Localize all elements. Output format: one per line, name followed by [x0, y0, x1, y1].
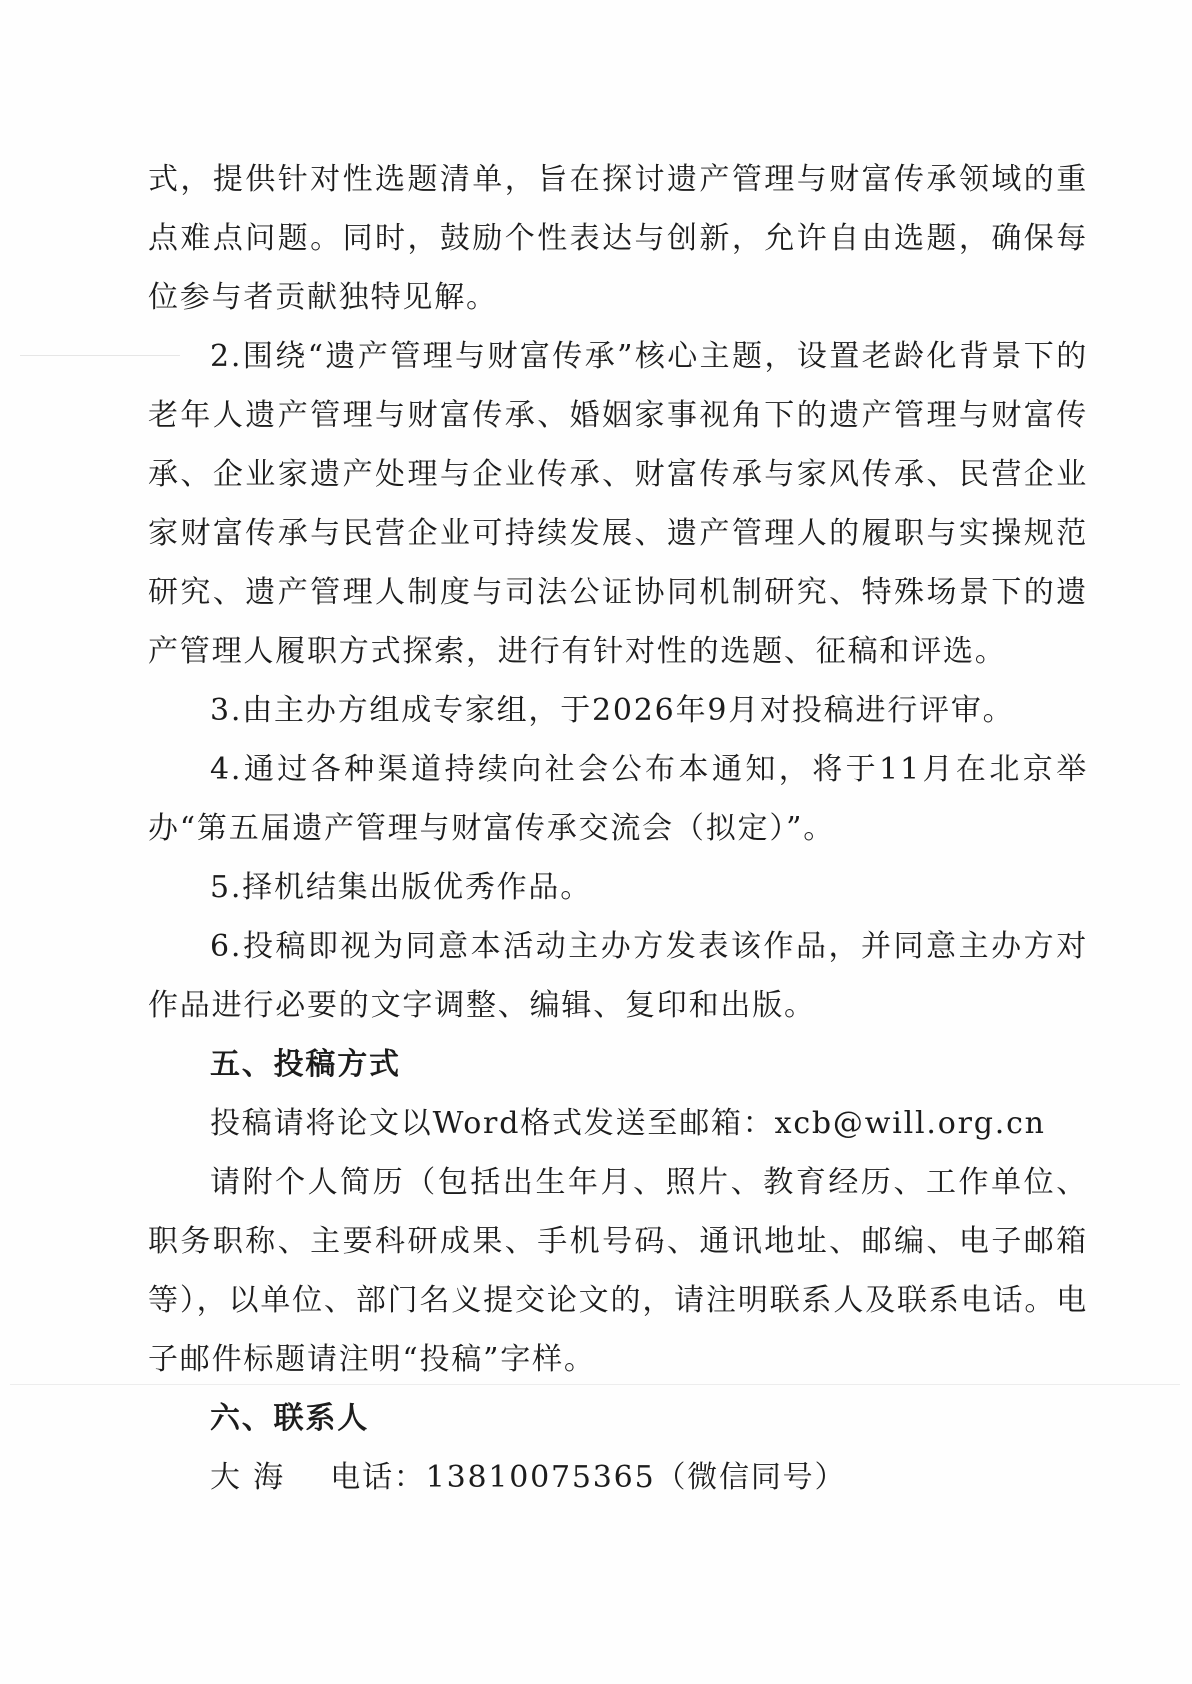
paragraph-item-6: 6.投稿即视为同意本活动主办方发表该作品，并同意主办方对作品进行必要的文字调整、编辑、复印和出版。: [148, 929, 1088, 1023]
paragraph-item-3: 3.由主办方组成专家组，于2026年9月对投稿进行评审。: [210, 693, 1015, 728]
paragraph-item-2: 2.围绕“遗产管理与财富传承”核心主题，设置老龄化背景下的老年人遗产管理与财富传承、婚姻家事视角下的遗产管理与财富传承、企业家遗产处理与企业传承、财富传承与家风传承、民营企业家财富传承与民营企业可持续发展、遗产管理人的履职与实操规范研究、遗产管理人制度与司法公证协同机制研究、特殊场景下的遗产管理人履职方式探索，进行有针对性的选题、征稿和评选。: [148, 339, 1088, 669]
submission-email-line: 投稿请将论文以Word格式发送至邮箱：xcb@will.org.cn: [210, 1106, 1046, 1141]
document-body: [148, 150, 1088, 1507]
contact-gap: [285, 1460, 330, 1495]
paragraph-item-5: 5.择机结集出版优秀作品。: [210, 870, 593, 905]
paragraph-item-4: 4.通过各种渠道持续向社会公布本通知，将于11月在北京举办“第五届遗产管理与财富传承交流会（拟定）”。: [148, 752, 1088, 846]
section-heading-submission: 五、投稿方式: [210, 1047, 401, 1082]
section-heading-contact: 六、联系人: [210, 1401, 369, 1436]
paragraph-topic-list-continuation: 式，提供针对性选题清单，旨在探讨遗产管理与财富传承领域的重点难点问题。同时，鼓励个性表达与创新，允许自由选题，确保每位参与者贡献独特见解。: [148, 162, 1088, 315]
contact-name: 大 海: [210, 1460, 285, 1495]
resume-requirement-paragraph: 请附个人简历（包括出生年月、照片、教育经历、工作单位、职务职称、主要科研成果、手机号码、通讯地址、邮编、电子邮箱等），以单位、部门名义提交论文的，请注明联系人及联系电话。电子邮件标题请注明“投稿”字样。: [148, 1165, 1088, 1377]
contact-line: [148, 1448, 1088, 1507]
contact-phone: 电话：13810075365（微信同号）: [330, 1460, 847, 1495]
